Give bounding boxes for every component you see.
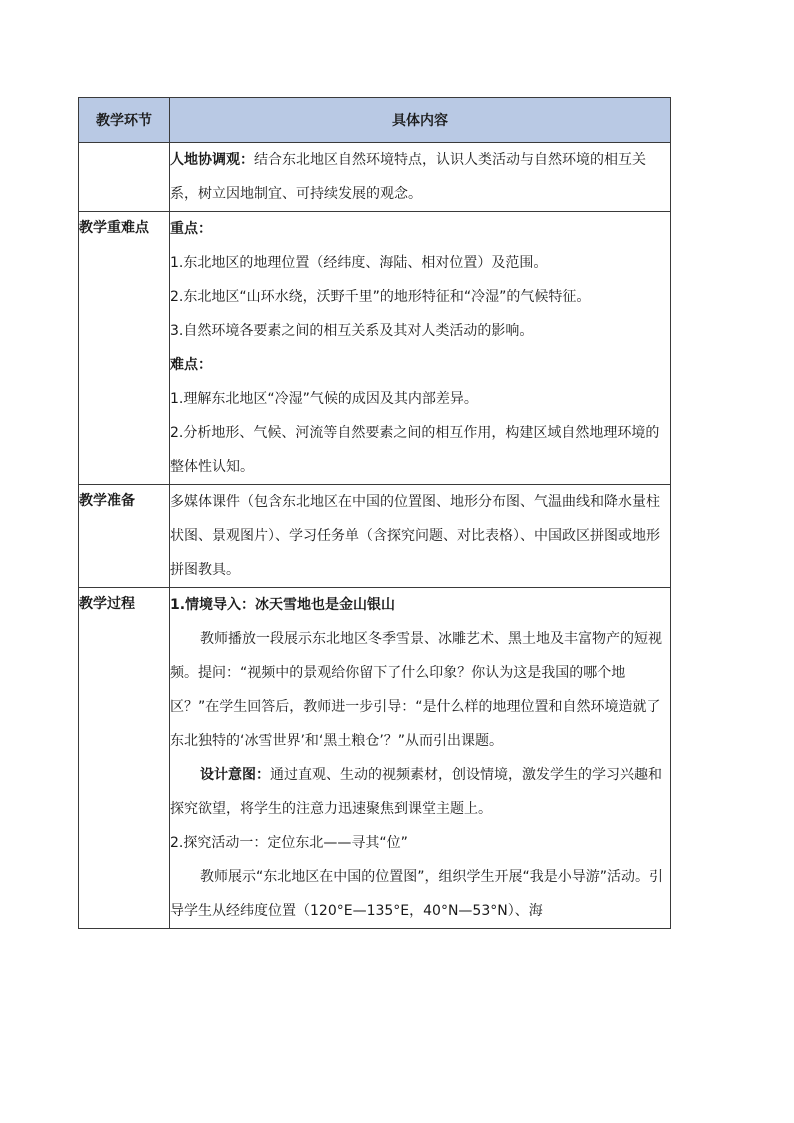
table-row-continuation	[79, 143, 671, 212]
header-teaching-stage: 教学环节	[79, 98, 170, 143]
difficult-point-item: 2.分析地形、气候、河流等自然要素之间的相互作用，构建区域自然地理环境的整体性认知。	[170, 425, 660, 475]
key-points-content	[170, 212, 671, 485]
step1-heading: 1.情境导入：冰天雪地也是金山银山	[170, 597, 396, 613]
step2-heading: 2.探究活动一：定位东北——寻其“位”	[170, 835, 408, 851]
design-intent-label: 设计意图：	[200, 767, 270, 783]
human-earth-coordination-lead: 人地协调观：	[170, 152, 254, 168]
row-label-empty	[79, 143, 170, 212]
row-label-preparation: 教学准备	[79, 485, 170, 588]
design-intent-text: 通过直观、生动的视频素材，创设情境，激发学生的学习兴趣和探究欲望，将学生的注意力迅速聚焦到课堂主题上。	[170, 767, 662, 817]
header-specific-content: 具体内容	[170, 98, 671, 143]
preparation-content	[170, 485, 671, 588]
table-row-key-points	[79, 212, 671, 485]
row-label-key-points: 教学重难点	[79, 212, 170, 485]
preparation-text: 多媒体课件（包含东北地区在中国的位置图、地形分布图、气温曲线和降水量柱状图、景观图片）、学习任务单（含探究问题、对比表格）、中国政区拼图或地形拼图教具。	[170, 494, 660, 578]
table-row-preparation	[79, 485, 671, 588]
table-header-row	[79, 98, 671, 143]
key-points-heading: 重点：	[170, 221, 212, 237]
difficult-points-heading: 难点：	[170, 357, 212, 373]
step1-body: 教师播放一段展示东北地区冬季雪景、冰雕艺术、黑土地及丰富物产的短视频。提问：“视频中的景观给你留下了什么印象？你认为这是我国的哪个地区？”在学生回答后，教师进一步引导：“是什么样的地理位置和自然环境造就了东北独特的‘冰雪世界’和‘黑土粮仓’？”从而引出课题。	[170, 631, 662, 749]
step2-body: 教师展示“东北地区在中国的位置图”，组织学生开展“我是小导游”活动。引导学生从经纬度位置（120°E—135°E，40°N—53°N）、海	[170, 869, 664, 919]
process-content	[170, 588, 671, 929]
lesson-plan-table	[78, 97, 671, 929]
human-earth-coordination-text: 结合东北地区自然环境特点，认识人类活动与自然环境的相互关系，树立因地制宜、可持续发展的观念。	[170, 152, 646, 202]
key-point-item: 2.东北地区“山环水绕，沃野千里”的地形特征和“冷湿”的气候特征。	[170, 289, 591, 305]
table-row-process	[79, 588, 671, 929]
difficult-point-item: 1.理解东北地区“冷湿”气候的成因及其内部差异。	[170, 391, 478, 407]
key-point-item: 1.东北地区的地理位置（经纬度、海陆、相对位置）及范围。	[170, 255, 548, 271]
key-point-item: 3.自然环境各要素之间的相互关系及其对人类活动的影响。	[170, 323, 534, 339]
continuation-content	[170, 143, 671, 212]
row-label-process: 教学过程	[79, 588, 170, 929]
